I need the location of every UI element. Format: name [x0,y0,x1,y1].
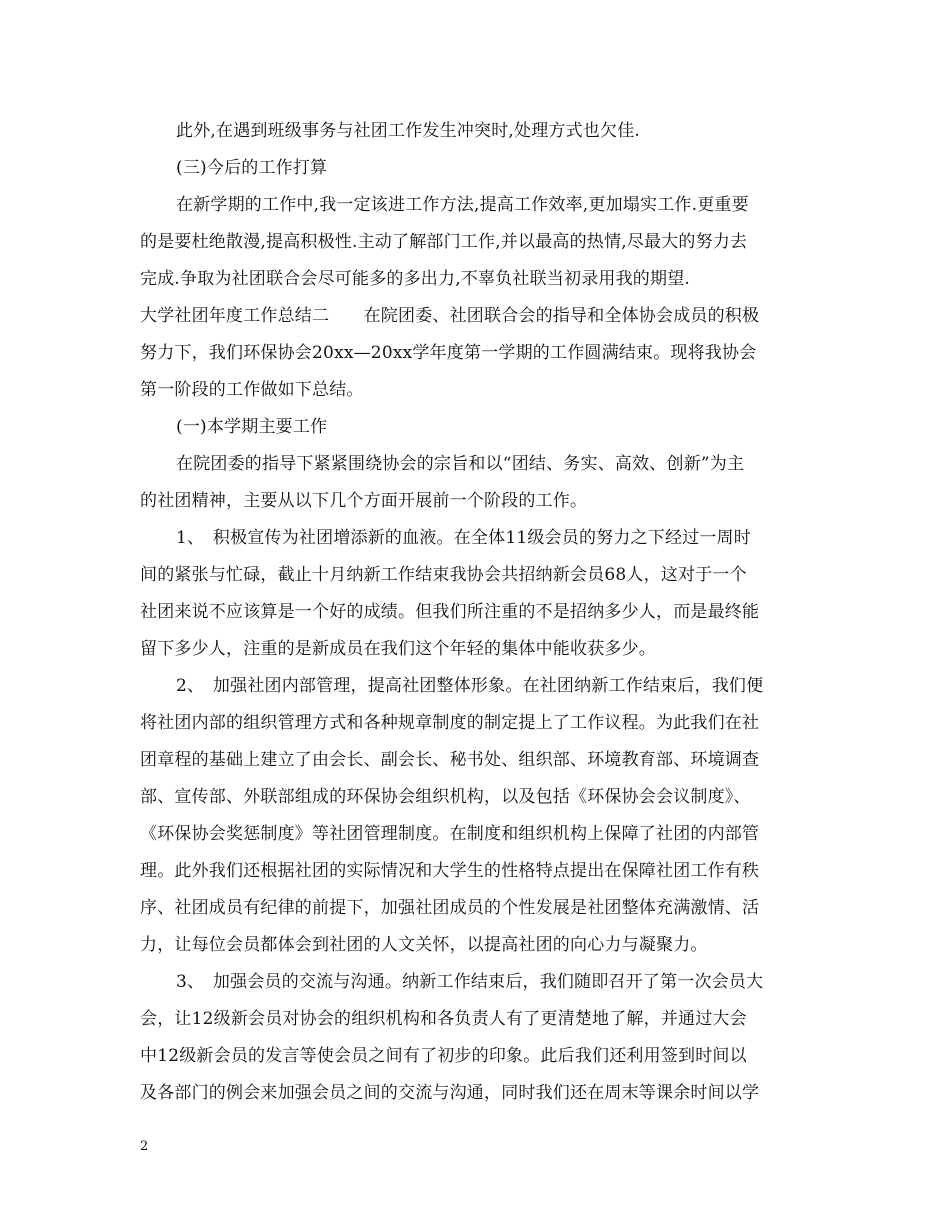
body-text-line: 将社团内部的组织管理方式和各种规章制度的制定提上了工作议程。为此我们在社 [140,713,760,733]
page-number: 2 [140,1139,149,1154]
body-text-line: 团章程的基础上建立了由会长、副会长、秘书处、组织部、环境教育部、环境调查 [140,750,760,770]
body-text-line: 间的紧张与忙碌，截止十月纳新工作结束我协会共招纳新会员68人，这对于一个 [140,565,747,585]
body-text-line: 完成.争取为社团联合会尽可能多的多出力,不辜负社联当初录用我的期望. [140,269,691,289]
numbered-item-line: 2、 加强社团内部管理，提高社团整体形象。在社团纳新工作结束后，我们便 [176,676,764,696]
numbered-item-line: 3、 加强会员的交流与沟通。纳新工作结束后，我们随即召开了第一次会员大 [176,972,764,992]
body-text-line: 此外,在遇到班级事务与社团工作发生冲突时,处理方式也欠佳. [176,121,641,141]
body-text-line: 留下多少人，注重的是新成员在我们这个年轻的集体中能收获多少。 [140,639,656,659]
body-text-line: 部、宣传部、外联部组成的环保协会组织机构，以及包括《环保协会会议制度》、 [140,787,751,807]
body-text-line: 的社团精神，主要从以下几个方面开展前一个阶段的工作。 [140,491,588,511]
body-text-line: 在院团委的指导下紧紧围绕协会的宗旨和以“团结、务实、高效、创新”为主 [176,454,745,474]
body-text-line: 第一阶段的工作做如下总结。 [140,380,364,400]
section-heading: (三)今后的工作打算 [176,158,328,178]
body-text-line: 《环保协会奖惩制度》等社团管理制度。在制度和组织机构上保障了社团的内部管 [140,824,760,844]
body-text-line: 的是要杜绝散漫,提高积极性.主动了解部门工作,并以最高的热情,尽最大的努力去 [140,232,748,252]
body-text-line: 及各部门的例会来加强会员之间的交流与沟通，同时我们还在周末等课余时间以学 [140,1083,760,1103]
section-heading: (一)本学期主要工作 [176,417,328,437]
body-text-line: 会，让12级新会员对协会的组织机构和各负责人有了更清楚地了解，并通过大会 [140,1009,747,1029]
body-text-line: 理。此外我们还根据社团的实际情况和大学生的性格特点提出在保障社团工作有秩 [140,861,760,881]
body-text-line: 在新学期的工作中,我一定该进工作方法,提高工作效率,更加塌实工作.更重要 [176,195,749,215]
body-text-line: 社团来说不应该算是一个好的成绩。但我们所注重的不是招纳多少人，而是最终能 [140,602,760,622]
body-text-line: 力，让每位会员都体会到社团的人文关怀，以提高社团的向心力与凝聚力。 [140,935,708,955]
numbered-item-line: 1、 积极宣传为社团增添新的血液。在全体11级会员的努力之下经过一周时 [176,528,751,548]
body-text-line: 中12级新会员的发言等使会员之间有了初步的印象。此后我们还利用签到时间以 [140,1046,747,1066]
body-text-line: 序、社团成员有纪律的前提下，加强社团成员的个性发展是社团整体充满激情、活 [140,898,760,918]
article-title-line: 大学社团年度工作总结二 在院团委、社团联合会的指导和全体协会成员的积极 [140,306,760,326]
body-text-line: 努力下，我们环保协会20xx—20xx学年度第一学期的工作圆满结束。现将我协会 [140,343,757,363]
